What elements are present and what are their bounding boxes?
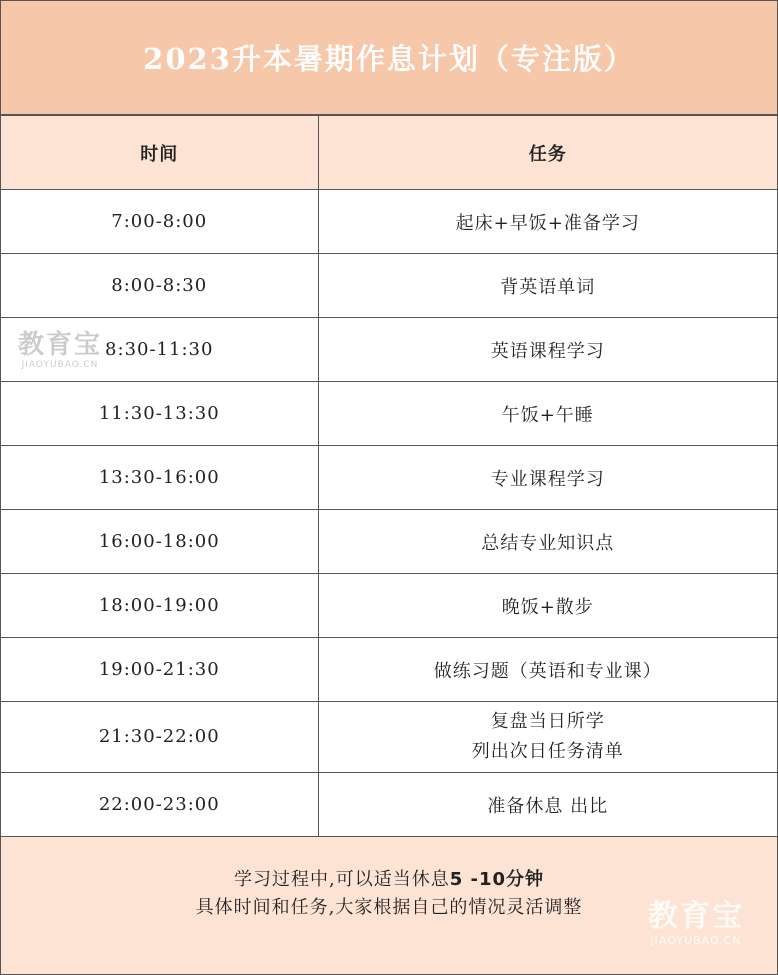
watermark-logo-text: 教育宝 (18, 330, 103, 360)
table-header-row (1, 116, 777, 190)
task-line: 晚饭+散步 (501, 596, 594, 618)
watermark-domain: JIAOYUBAO.CN (21, 360, 99, 370)
footer-note (1, 809, 777, 974)
footer-line-1 (234, 866, 544, 894)
task-cell (318, 382, 777, 446)
table-row (1, 318, 777, 382)
time-cell: 18:00-19:00 (1, 574, 318, 638)
time-cell: 16:00-18:00 (1, 510, 318, 574)
time-cell: 22:00-23:00 (1, 773, 318, 837)
task-cell (318, 702, 777, 773)
task-cell (318, 190, 777, 254)
footer-line-2: 具体时间和任务,大家根据自己的情况灵活调整 (195, 897, 583, 918)
column-header-task: 任务 (318, 116, 777, 190)
table-row (1, 446, 777, 510)
task-line: 列出次日任务清单 (471, 741, 624, 762)
task-cell (318, 446, 777, 510)
time-cell: 19:00-21:30 (1, 638, 318, 702)
schedule-body (1, 190, 777, 837)
schedule-table (1, 115, 777, 837)
task-cell (318, 254, 777, 318)
time-cell: 8:00-8:30 (1, 254, 318, 318)
table-row (1, 190, 777, 254)
table-row (1, 254, 777, 318)
table-row (1, 574, 777, 638)
task-line: 起床+早饭+准备学习 (455, 212, 640, 234)
task-line: 总结专业知识点 (481, 532, 615, 554)
footer-line-1-text: 学习过程中,可以适当休息 (233, 869, 450, 890)
task-cell (318, 574, 777, 638)
time-cell: 8:30-11:30 (1, 318, 318, 382)
task-cell (318, 318, 777, 382)
task-cell (318, 510, 777, 574)
time-cell: 11:30-13:30 (1, 382, 318, 446)
table-row (1, 510, 777, 574)
watermark-logo-text: 教育宝 (648, 899, 744, 934)
task-line: 做练习题（英语和专业课） (433, 660, 662, 682)
time-cell: 13:30-16:00 (1, 446, 318, 510)
watermark-domain: JIAOYUBAO.CN (650, 934, 742, 947)
column-header-time: 时间 (1, 116, 318, 190)
task-line: 准备休息 出比 (487, 795, 609, 817)
task-line: 专业课程学习 (490, 468, 605, 490)
table-row (1, 382, 777, 446)
task-line: 复盘当日所学 (490, 711, 605, 732)
task-cell (318, 638, 777, 702)
task-line: 背英语单词 (500, 276, 596, 298)
page-title: 2023升本暑期作息计划（专注版） (1, 1, 777, 115)
footer-line-1-emphasis: 5 -10分钟 (449, 869, 545, 890)
time-cell: 21:30-22:00 (1, 702, 318, 773)
task-line: 午饭+午睡 (501, 404, 594, 426)
table-row (1, 638, 777, 702)
task-line: 英语课程学习 (490, 340, 605, 362)
table-row (1, 702, 777, 773)
time-cell: 7:00-8:00 (1, 190, 318, 254)
